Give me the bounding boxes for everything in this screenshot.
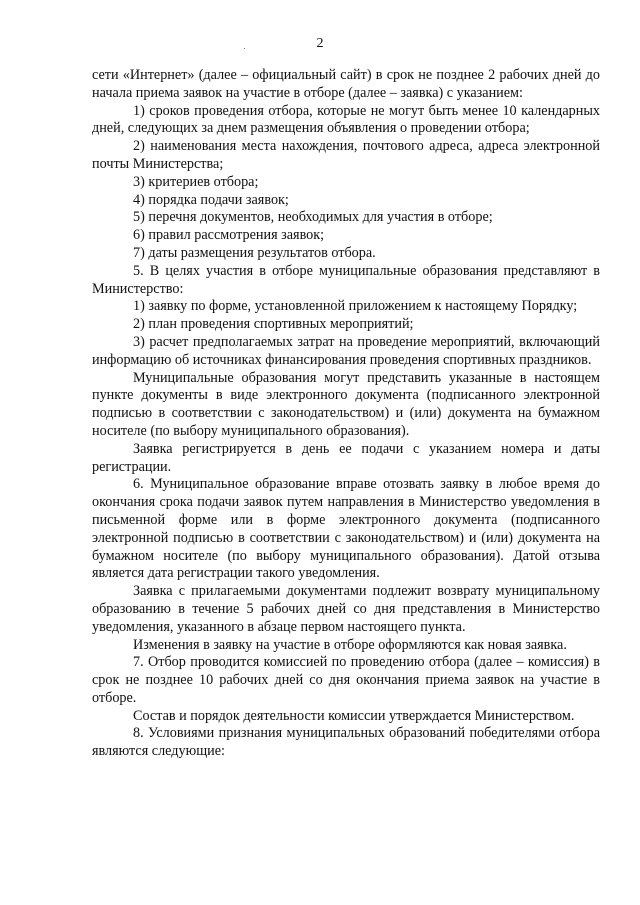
clause-8: 8. Условиями признания муниципальных образований победителями отбора являются следующие: [92, 725, 600, 760]
list-item-location: 2) наименования места нахождения, почтового адреса, адреса электронной почты Министерства; [92, 138, 600, 172]
scan-speck [244, 48, 245, 49]
page-number: 2 [316, 36, 324, 51]
list-item-deadlines: 1) сроков проведения отбора, которые не могут быть менее 10 календарных дней, следующих за днем размещения объявления о проведении отбора; [92, 102, 600, 137]
document-body [92, 67, 600, 761]
paragraph-changes: Изменения в заявку на участие в отборе оформляются как новая заявка. [133, 636, 567, 653]
paragraph-return: Заявка с прилагаемыми документами подлежит возврату муниципальному образованию в течение 5 рабочих дней со дня представления в Министерство уведомления, указанного в абзаце первом настоящего пункта. [92, 583, 600, 635]
paragraph-registration: Заявка регистрируется в день ее подачи с указанием номера и даты регистрации. [92, 440, 600, 475]
paragraph-continuation: сети «Интернет» (далее – официальный сайт) в срок не позднее 2 рабочих дней до начала приема заявок на участие в отборе (далее – заявка) с указанием: [92, 67, 600, 101]
clause-6: 6. Муниципальное образование вправе отозвать заявку в любое время до окончания срока подачи заявок путем направления в Министерство уведомления в письменной форме или в форме электронного документа (подписанного электронной подписью в соответствии с законодательством) и (или) документа на бумажном носителе (по выбору муниципального образования). Датой отзыва является дата регистрации такого уведомления. [92, 476, 600, 582]
list-item-cost-estimate: 3) расчет предполагаемых затрат на проведение мероприятий, включающий информацию об источниках финансирования проведения спортивных праздников. [92, 333, 600, 368]
list-item-submission: 4) порядка подачи заявок; [133, 191, 289, 208]
paragraph-commission: Состав и порядок деятельности комиссии утверждается Министерством. [133, 707, 575, 724]
list-item-results-date: 7) даты размещения результатов отбора. [133, 244, 376, 261]
clause-7: 7. Отбор проводится комиссией по проведению отбора (далее – комиссия) в срок не позднее 10 рабочих дней со дня окончания приема заявок на участие в отборе. [92, 654, 600, 706]
list-item-documents: 5) перечня документов, необходимых для участия в отборе; [133, 209, 493, 226]
list-item-application: 1) заявку по форме, установленной приложением к настоящему Порядку; [133, 298, 578, 315]
list-item-criteria: 3) критериев отбора; [133, 173, 259, 190]
clause-5: 5. В целях участия в отборе муниципальные образования представляют в Министерство: [92, 262, 600, 297]
list-item-events-plan: 2) план проведения спортивных мероприятий; [133, 316, 414, 333]
list-item-review-rules: 6) правил рассмотрения заявок; [133, 227, 325, 244]
paragraph-electronic-docs: Муниципальные образования могут представить указанные в настоящем пункте документы в виде электронного документа (подписанного электронной подписью в соответствии с законодательством) и (или) документа на бумажном носителе (по выбору муниципального образования). [92, 369, 600, 439]
